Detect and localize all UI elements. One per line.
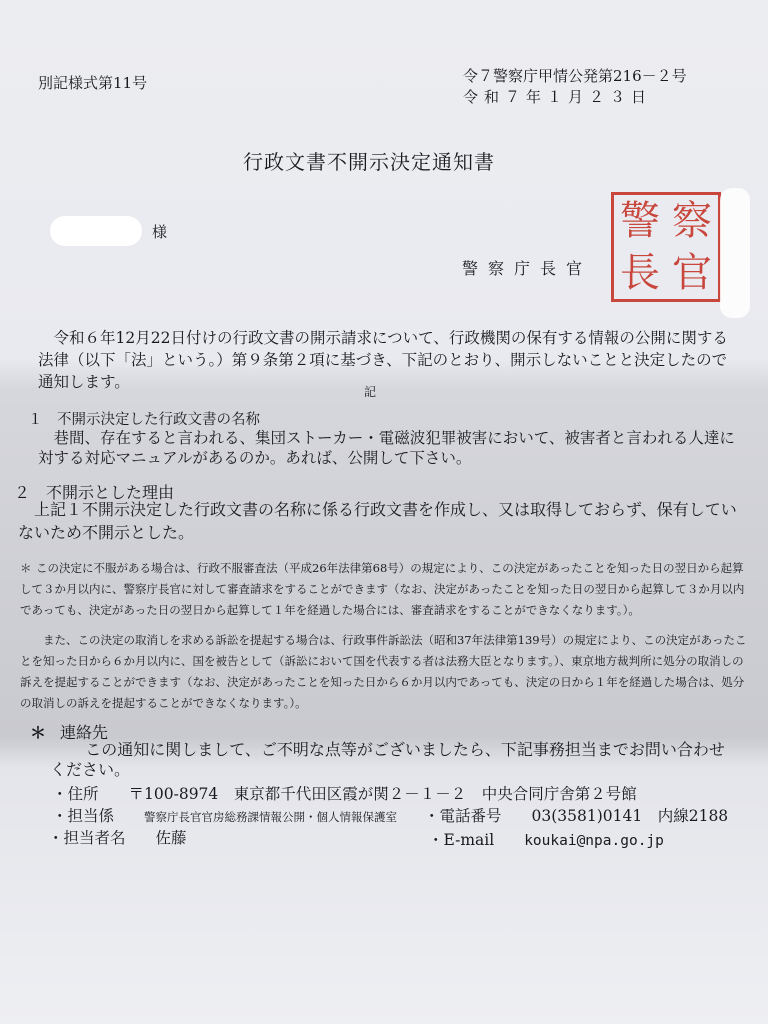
contact-email-row [428, 828, 664, 850]
document-date: 令和７年１月２３日 [463, 88, 653, 106]
official-seal-stamp [611, 192, 721, 302]
seal-char: 察 [672, 198, 712, 244]
phone-label: ・電話番号 [424, 807, 502, 825]
phone-value: 03(3581)0141 内線2188 [531, 807, 729, 825]
email-label: ・E-mail [428, 831, 495, 849]
item-1-content: 巷間、存在すると言われる、集団ストーカー・電磁波犯罪被害において、被害者と言われる人達に対する対応マニュアルがあるのか。あれば、公開して下さい。 [38, 429, 735, 467]
seal-char: 官 [672, 250, 712, 296]
redaction-mark [720, 188, 750, 318]
ki-marker: 記 [364, 385, 377, 399]
form-number: 別記様式第11号 [38, 74, 148, 92]
main-paragraph: 令和６年12月22日付けの行政文書の開示請求について、行政機関の保有する情報の公開に関する法律（以下「法」という。）第９条第２項に基づき、下記のとおり、開示しないことと決定したので通知します。 [38, 329, 728, 391]
address-label: ・住所 [52, 785, 99, 803]
seal-char: 長 [620, 250, 660, 296]
person-label: ・担当者名 [48, 829, 126, 847]
document-number: 令７警察庁甲情公発第216－２号 [463, 67, 687, 85]
person-value: 佐藤 [155, 829, 187, 847]
redacted-recipient-name [50, 216, 142, 246]
contact-person-row [48, 826, 187, 848]
contact-address-row [52, 782, 637, 804]
address-value: 〒100-8974 東京都千代田区霞が関２－１－２ 中央合同庁舎第２号館 [128, 785, 637, 803]
seal-char: 警 [620, 198, 660, 244]
item-2-content: 上記１不開示決定した行政文書の名称に係る行政文書を作成し、又は取得しておらず、保有していないため不開示とした。 [18, 500, 737, 542]
recipient-honorific: 様 [152, 223, 168, 241]
contact-phone-row [424, 804, 728, 826]
appeal-note [20, 558, 750, 621]
item-2-heading: ２ 不開示とした理由 [14, 483, 175, 502]
page-title: 行政文書不開示決定通知書 [243, 150, 495, 174]
contact-heading-text: 連絡先 [60, 723, 109, 742]
email-value[interactable]: koukai@npa.go.jp [524, 833, 664, 849]
section-value: 警察庁長官官房総務課情報公開・個人情報保護室 [144, 810, 398, 824]
note-marker: ＊ [20, 561, 32, 575]
contact-intro: この通知に関しまして、ご不明な点等がございましたら、下記事務担当までお問い合わせください。 [50, 740, 725, 779]
contact-section-row [52, 804, 397, 826]
item-1-heading: １ 不開示決定した行政文書の名称 [28, 412, 260, 428]
issuer-title: 警察庁長官 [462, 259, 593, 278]
appeal-note-text: この決定に不服がある場合は、行政不服審査法（平成26年法律第68号）の規定により、この決定があったことを知った日の翌日から起算して３か月以内に、警察庁長官に対して審査請求をすることができます（なお、決定があったことを知った日の翌日から起算して３か月以内であっても、決定があった日の翌日から起算して１年を経過した場合には、審査請求をすることができなくなります。）。 [20, 561, 745, 617]
lawsuit-note: また、この決定の取消しを求める訴訟を提起する場合は、行政事件訴訟法（昭和37年法律第139号）の規定により、この決定があったことを知った日から６か月以内に、国を被告として（訴訟において国を代表する者は法務大臣となります。）、東京地方裁判所に処分の取消しの訴えを提起することができます（なお、決定があったことを知った日から６か月以内であっても、決定の日から１年を経過した場合は、処分の取消しの訴えを提起することができなくなります。）。 [20, 633, 747, 710]
section-label: ・担当係 [52, 807, 115, 825]
contact-marker: ＊ [30, 723, 47, 742]
